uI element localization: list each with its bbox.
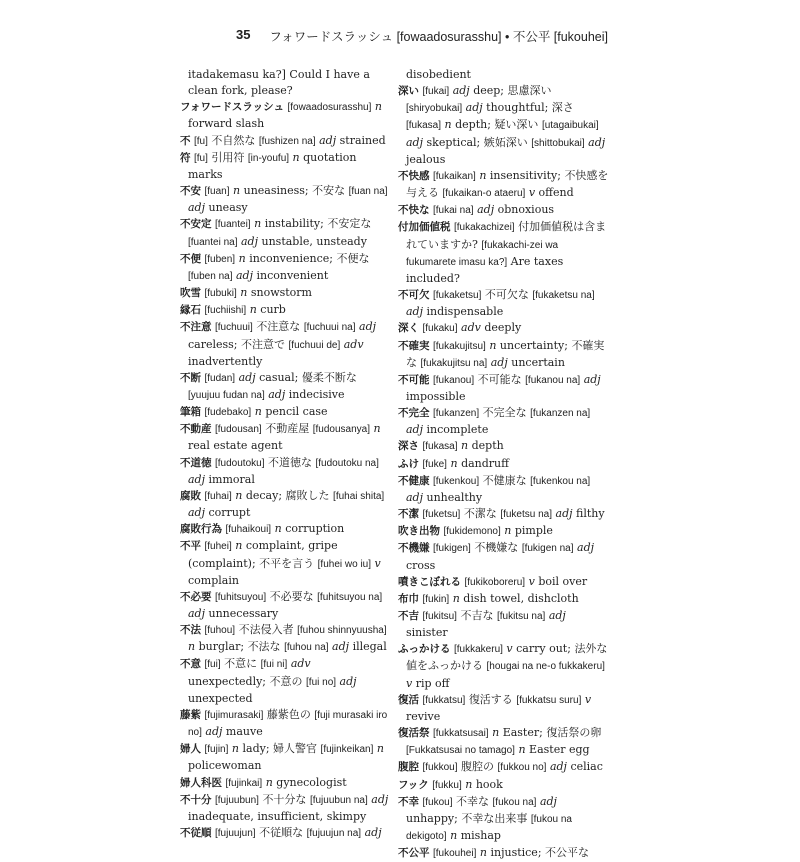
dictionary-entry: 付加価値税 [fukakachizei] 付加価値税は含まれていますか? [fukakachi-zei wa fukumarete imasu ka?] Are taxes included?	[398, 220, 607, 285]
dictionary-entry: 深い [fukai] adj deep; 思慮深い [shiryobukai] adj thoughtful; 深さ [fukasa] n depth; 疑い深い [utagaibukai] adj skeptical; 嫉妬深い [shittobukai] adj jealous	[398, 84, 606, 166]
dictionary-entry: ふっかける [fukkakeru] v carry out; 法外な値をふっかける [hougai na ne-o fukkakeru] v rip off	[398, 642, 608, 690]
dictionary-entry: 布巾 [fukin] n dish towel, dishcloth	[398, 591, 579, 605]
dictionary-entry: ふけ [fuke] n dandruff	[398, 456, 509, 470]
dictionary-entry: 不快感 [fukaikan] n insensitivity; 不快感を与える [fukaikan-o ataeru] v offend	[398, 168, 609, 200]
right-column	[398, 67, 610, 862]
dictionary-entry: 復活 [fukkatsu] 復活する [fukkatsu suru] v revive	[398, 692, 592, 723]
dictionary-entry: 不法 [fuhou] 不法侵入者 [fuhou shinnyuusha] n burglar; 不法な [fuhou na] adj illegal	[180, 623, 387, 654]
dictionary-entry: 不幸 [fukou] 不幸な [fukou na] adj unhappy; 不幸な出来事 [fukou na dekigoto] n mishap	[398, 794, 572, 843]
dictionary-entry: 不従順 [fujuujun] 不従順な [fujuujun na] adj	[180, 826, 382, 840]
dictionary-entry: 筆箱 [fudebako] n pencil case	[180, 405, 328, 419]
dictionary-entry: 腹腔 [fukkou] 腹腔の [fukkou no] adj celiac	[398, 760, 603, 774]
dictionary-entry: フォワードスラッシュ [fowaadosurasshu] n forward slash	[180, 100, 382, 131]
dictionary-entry: 不道徳 [fudoutoku] 不道徳な [fudoutoku na] adj immoral	[180, 455, 379, 486]
dictionary-entry: 不可欠 [fukaketsu] 不可欠な [fukaketsu na] adj indispensable	[398, 288, 595, 319]
dictionary-entry: 不機嫌 [fukigen] 不機嫌な [fukigen na] adj cross	[398, 541, 595, 572]
left-column	[180, 67, 392, 842]
dictionary-entry: フック [fukku] n hook	[398, 777, 503, 791]
dictionary-entry: 不十分 [fujuubun] 不十分な [fujuubun na] adj inadequate, insufficient, skimpy	[180, 792, 389, 823]
dictionary-entry: 不確実 [fukakujitsu] n uncertainty; 不確実な [fukakujitsu na] adj uncertain	[398, 338, 605, 369]
dictionary-entry: 不安定 [fuantei] n instability; 不安定な [fuantei na] adj unstable, unsteady	[180, 217, 372, 248]
dictionary-entry: 不安 [fuan] n uneasiness; 不安な [fuan na] adj uneasy	[180, 184, 388, 215]
dictionary-entry: 符 [fu] 引用符 [in-youfu] n quotation marks	[180, 150, 357, 181]
dictionary-entry: itadakemasu ka?] Could I have a clean fork, please?	[188, 68, 370, 98]
dictionary-entry: 不吉 [fukitsu] 不吉な [fukitsu na] adj sinister	[398, 609, 566, 640]
dictionary-entry: 吹雪 [fubuki] n snowstorm	[180, 286, 312, 300]
dictionary-entry: 不平 [fuhei] n complaint, gripe (complaint); 不平を言う [fuhei wo iu] v complain	[180, 539, 381, 587]
dictionary-entry: 不動産 [fudousan] 不動産屋 [fudousanya] n real estate agent	[180, 422, 381, 453]
dictionary-entry: 不潔 [fuketsu] 不潔な [fuketsu na] adj filthy	[398, 507, 605, 521]
dictionary-entry: disobedient	[406, 68, 471, 81]
dictionary-entry: 不健康 [fukenkou] 不健康な [fukenkou na] adj unhealthy	[398, 473, 591, 504]
dictionary-entry: 不必要 [fuhitsuyou] 不必要な [fuhitsuyou na] adj unnecessary	[180, 589, 383, 620]
dictionary-entry: 不 [fu] 不自然な [fushizen na] adj strained	[180, 133, 386, 147]
dictionary-entry: 縁石 [fuchiishi] n curb	[180, 303, 286, 317]
dictionary-entry: 深く [fukaku] adv deeply	[398, 321, 522, 335]
page-number: 35	[236, 27, 251, 42]
dictionary-entry: 婦人科医 [fujinkai] n gynecologist	[180, 775, 347, 789]
dictionary-entry: 不公平 [fukouhei] n injustice; 不公平な	[398, 846, 590, 860]
dictionary-entry: 不断 [fudan] adj casual; 優柔不断な [yuujuu fudan na] adj indecisive	[180, 370, 357, 401]
dictionary-entry: 不完全 [fukanzen] 不完全な [fukanzen na] adj incomplete	[398, 406, 591, 437]
dictionary-entry: 婦人 [fujin] n lady; 婦人警官 [fujinkeikan] n policewoman	[180, 742, 384, 773]
dictionary-entry: 藤紫 [fujimurasaki] 藤紫色の [fuji murasaki iro no] adj mauve	[180, 707, 388, 739]
dictionary-entry: 不便 [fuben] n inconvenience; 不便な [fuben na] adj inconvenient	[180, 251, 370, 282]
dictionary-entry: 不意 [fui] 不意に [fui ni] adv unexpectedly; 不意の [fui no] adj unexpected	[180, 657, 357, 705]
running-head: フォワードスラッシュ [fowaadosurasshu] • 不公平 [fukouhei]	[269, 30, 608, 44]
dictionary-entry: 深さ [fukasa] n depth	[398, 439, 504, 453]
dictionary-entry: 噴きこぼれる [fukikoboreru] v boil over	[398, 574, 588, 588]
dictionary-entry: 復活祭 [fukkatsusai] n Easter; 復活祭の卵 [Fukkatsusai no tamago] n Easter egg	[398, 726, 602, 757]
dictionary-entry: 不快な [fukai na] adj obnoxious	[398, 203, 555, 217]
dictionary-entry: 不注意 [fuchuui] 不注意な [fuchuui na] adj careless; 不注意で [fuchuui de] adv inadvertently	[180, 320, 377, 368]
dictionary-entry: 腐敗 [fuhai] n decay; 腐敗した [fuhai shita] adj corrupt	[180, 488, 385, 520]
dictionary-entry: 不可能 [fukanou] 不可能な [fukanou na] adj impossible	[398, 372, 601, 403]
dictionary-entry: 吹き出物 [fukidemono] n pimple	[398, 524, 553, 538]
dictionary-entry: 腐敗行為 [fuhaikoui] n corruption	[180, 522, 345, 536]
